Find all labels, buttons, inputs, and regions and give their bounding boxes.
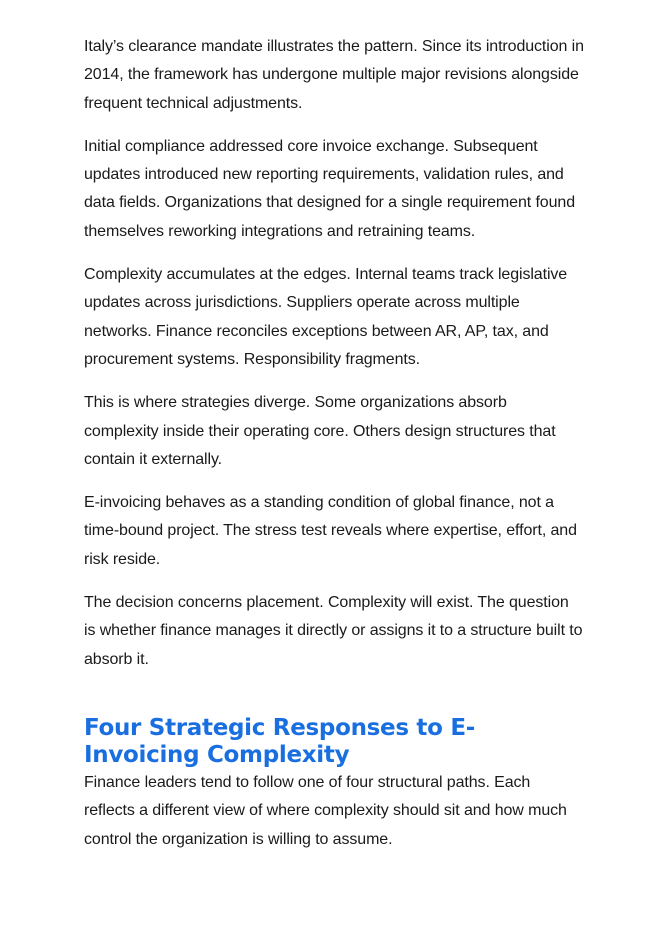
paragraph-standing-condition: E-invoicing behaves as a standing condition of global finance, not a time-bound project. The stress test reveals where expertise, effort, and risk reside. xyxy=(84,494,577,568)
paragraph-complexity-edges: Complexity accumulates at the edges. Internal teams track legislative updates across jurisdictions. Suppliers operate across multiple networks. Finance reconciles exceptions between AR, AP, tax, and procurement systems. Responsibility fragments. xyxy=(84,266,568,368)
paragraph-strategies-diverge: This is where strategies diverge. Some organizations absorb complexity inside their operating core. Others design structures that contain it externally. xyxy=(84,394,556,468)
paragraph-initial-compliance: Initial compliance addressed core invoice exchange. Subsequent updates introduced new reporting requirements, validation rules, and data fields. Organizations that designed for a single requirement found themselves reworking integrations and retraining teams. xyxy=(84,137,575,240)
paragraph-decision-placement: The decision concerns placement. Complexity will exist. The question is whether finance manages it directly or assigns it to a structure built to absorb it. xyxy=(84,594,583,668)
paragraph-italy-mandate: Italy’s clearance mandate illustrates the pattern. Since its introduction in 2014, the framework has undergone multiple major revisions alongside frequent technical adjustments. xyxy=(84,38,584,112)
section-intro-paragraph: Finance leaders tend to follow one of four structural paths. Each reflects a different view of where complexity should sit and how much control the organization is willing to assume. xyxy=(84,773,567,848)
article-body xyxy=(84,33,584,869)
section-heading: Four Strategic Responses to E-Invoicing Complexity xyxy=(84,714,475,768)
